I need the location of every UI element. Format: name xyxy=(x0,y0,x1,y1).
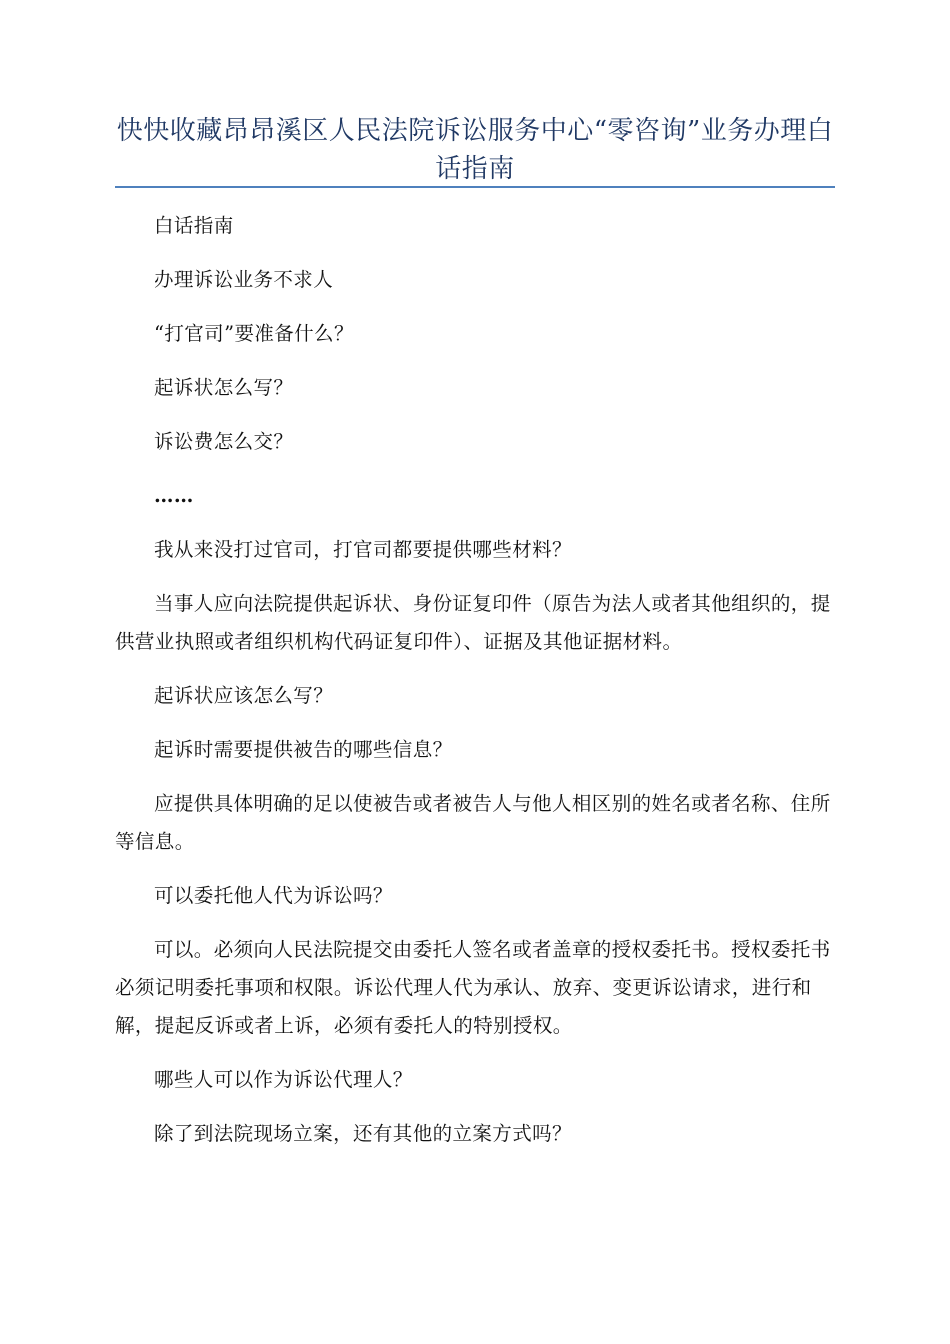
paragraph: 应提供具体明确的足以使被告或者被告人与他人相区别的姓名或者名称、住所等信息。 xyxy=(115,792,831,853)
paragraph: 办理诉讼业务不求人 xyxy=(154,268,334,291)
document-title: 快快收藏昂昂溪区人民法院诉讼服务中心“零咨询”业务办理白话指南 xyxy=(116,116,834,184)
paragraph: 起诉时需要提供被告的哪些信息？ xyxy=(154,738,453,761)
paragraph: 哪些人可以作为诉讼代理人？ xyxy=(154,1068,413,1091)
paragraph: 可以。必须向人民法院提交由委托人签名或者盖章的授权委托书。授权委托书必须记明委托事项和权限。诉讼代理人代为承认、放弃、变更诉讼请求，进行和解，提起反诉或者上诉，必须有委托人的特别授权。 xyxy=(115,938,831,1037)
paragraph: 我从来没打过官司，打官司都要提供哪些材料？ xyxy=(154,538,572,561)
paragraph: 起诉状应该怎么写？ xyxy=(154,684,334,707)
paragraph-ellipsis: …… xyxy=(154,484,194,507)
paragraph: “打官司”要准备什么？ xyxy=(154,322,354,345)
document-body xyxy=(115,207,835,1169)
title-divider xyxy=(115,186,835,188)
paragraph: 白话指南 xyxy=(154,214,234,237)
paragraph: 除了到法院现场立案，还有其他的立案方式吗？ xyxy=(154,1122,572,1145)
paragraph: 当事人应向法院提供起诉状、身份证复印件（原告为法人或者其他组织的，提供营业执照或者组织机构代码证复印件）、证据及其他证据材料。 xyxy=(115,592,831,653)
paragraph: 诉讼费怎么交？ xyxy=(154,430,294,453)
paragraph: 起诉状怎么写？ xyxy=(154,376,294,399)
paragraph: 可以委托他人代为诉讼吗？ xyxy=(154,884,393,907)
